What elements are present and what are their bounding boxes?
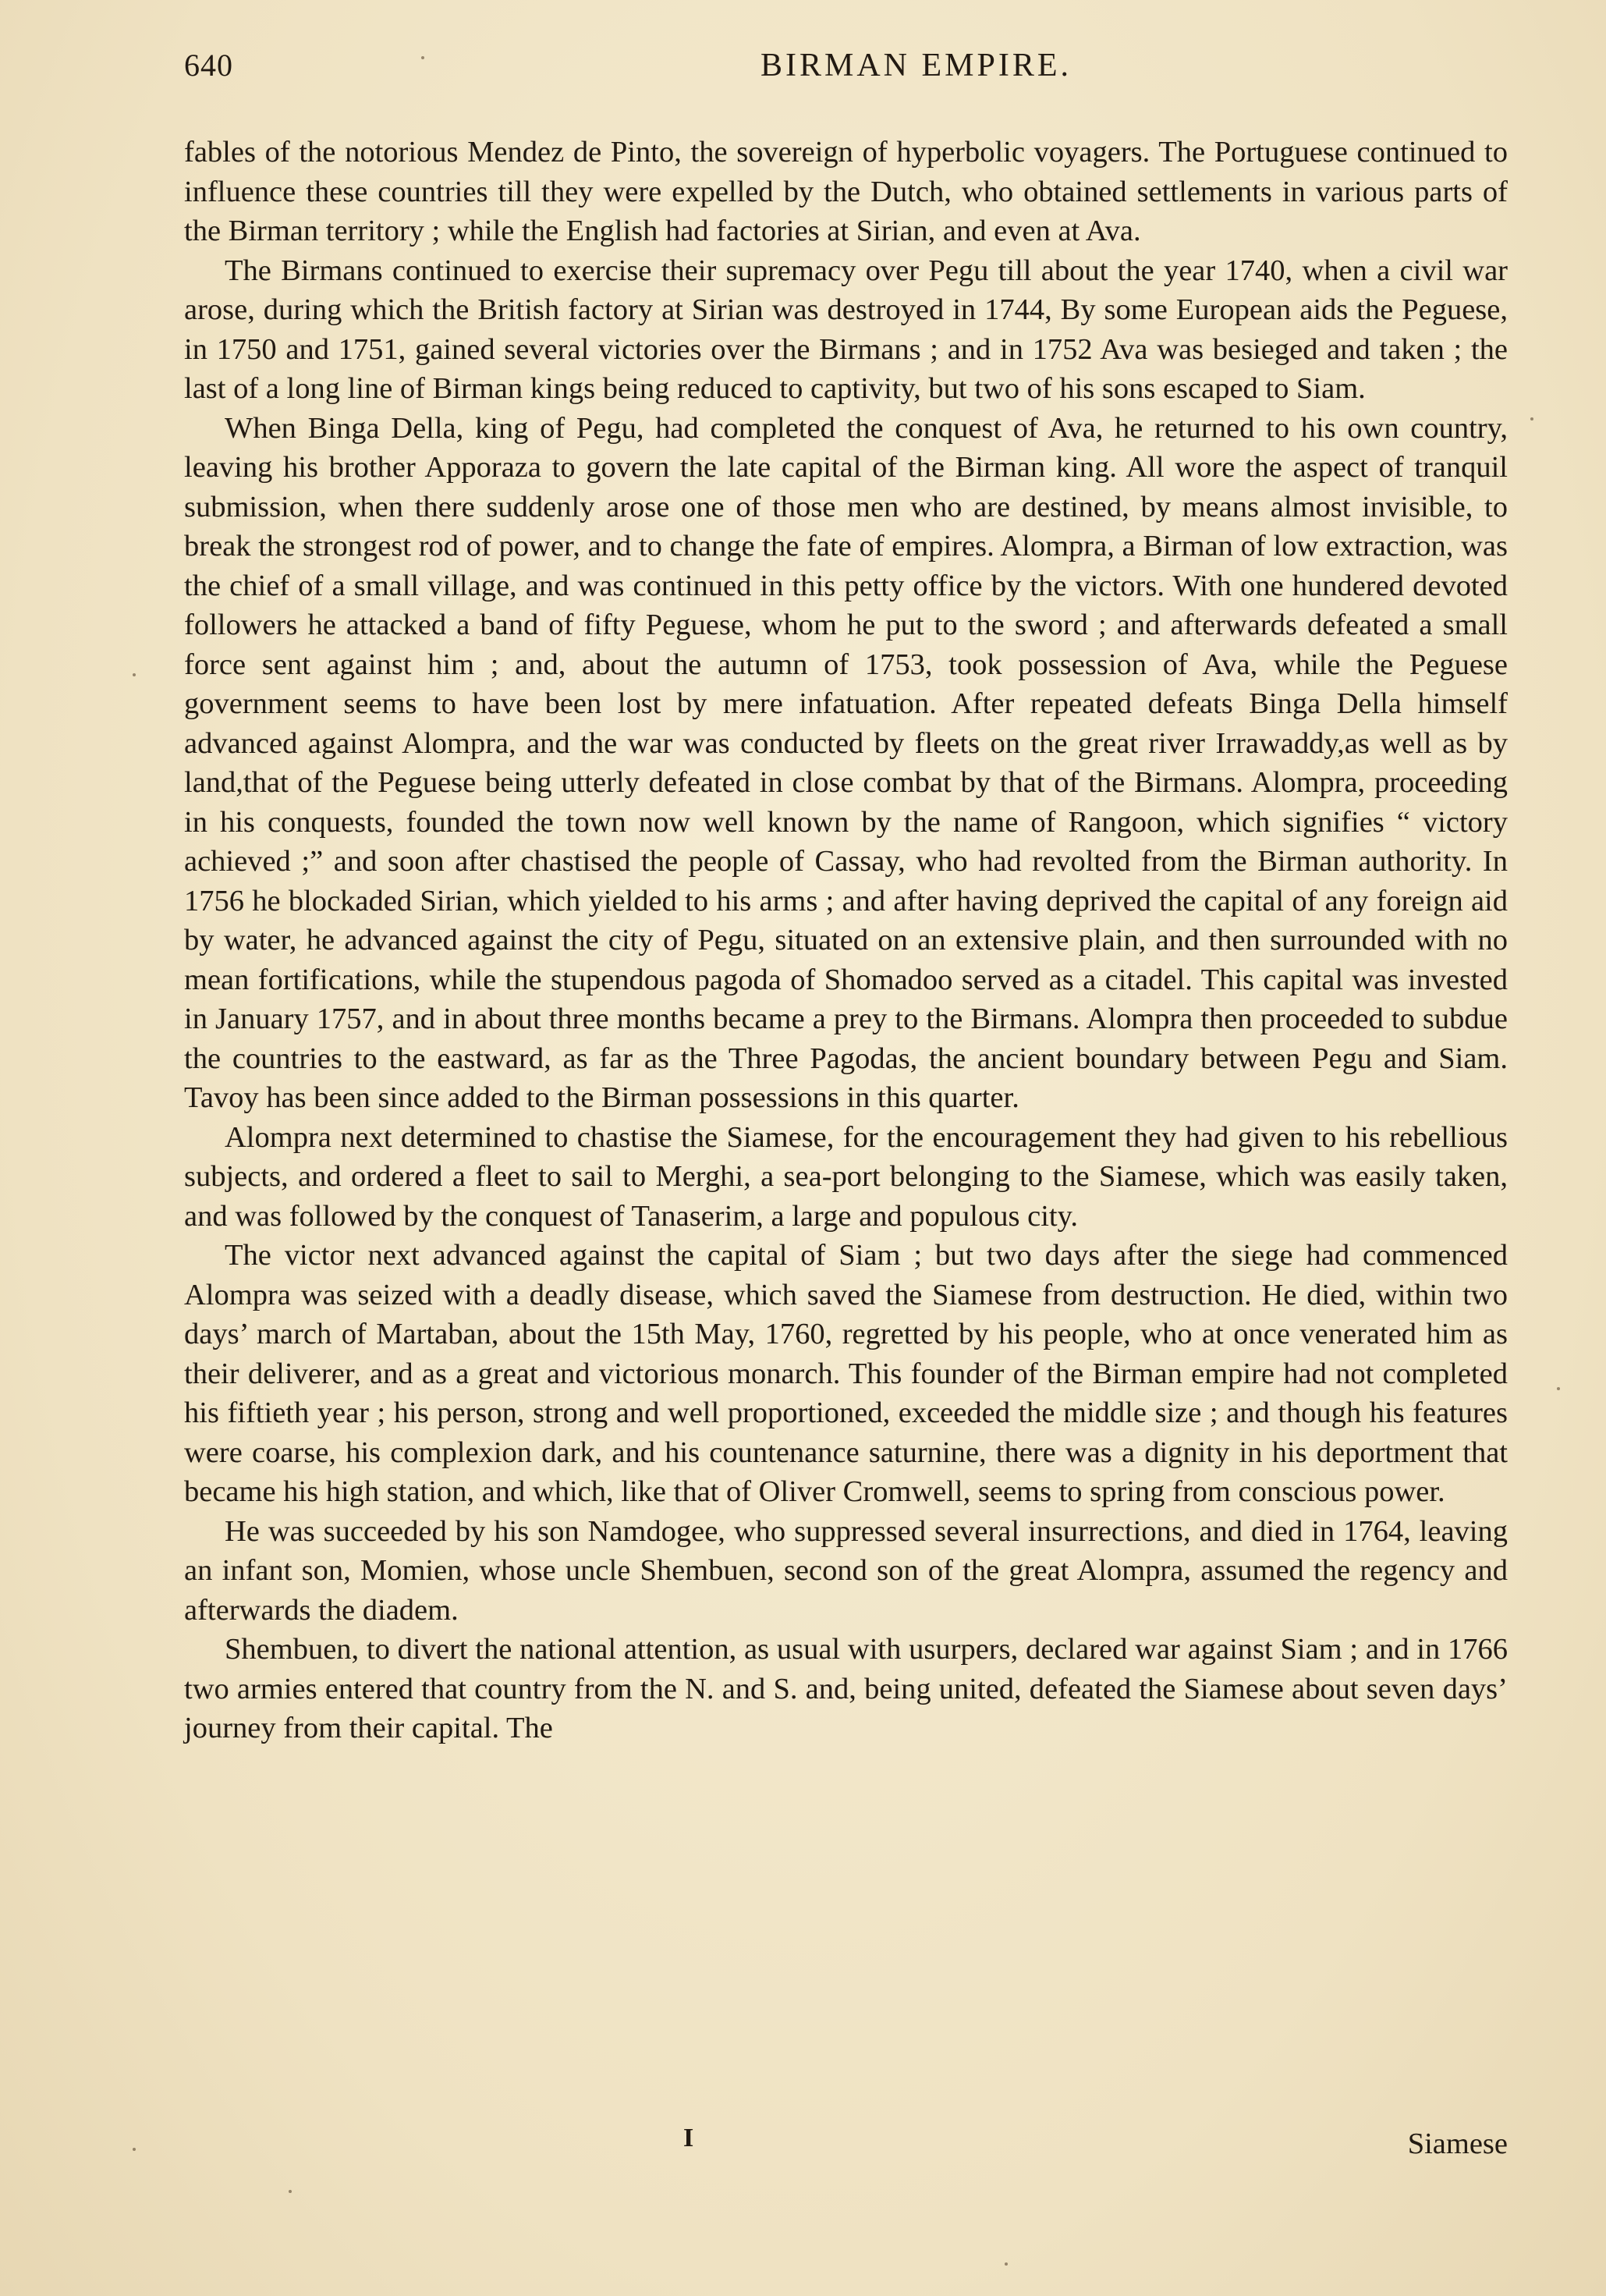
signature-mark: I — [683, 2124, 694, 2152]
page-header — [184, 41, 1508, 95]
body-text — [184, 133, 1508, 1748]
speck — [1557, 1387, 1560, 1390]
paragraph: The victor next advanced against the capital of Siam ; but two days after the siege had commenced Alompra was seized with a deadly disease, which saved the Siamese from destruction. He died, within two days’ march of Martaban, about the 15th May, 1760, regretted by his people, who at once venerated him as their deliverer, and as a great and victorious monarch. This founder of the Birman empire had not completed his fiftieth year ; his person, strong and well proportioned, exceeded the middle size ; and though his features were coarse, his complexion dark, and his countenance saturnine, there was a dignity in his deportment that became his high station, and which, like that of Oliver Cromwell, seems to spring from conscious power. — [184, 1239, 1508, 1508]
speck — [133, 673, 136, 676]
page-number: 640 — [184, 48, 233, 83]
speck — [1005, 2262, 1008, 2266]
paragraph: Alompra next determined to chastise the Siamese, for the encouragement they had given to his rebellious subjects, and ordered a fleet to sail to Merghi, a sea-port belonging to the Siamese, which was easily taken, and was followed by the conquest of Tanaserim, a large and populous city. — [184, 1120, 1508, 1233]
paragraph: The Birmans continued to exercise their supremacy over Pegu till about the year 1740, when a civil war arose, during which the British factory at Sirian was destroyed in 1744, By some European aids the Peguese, in 1750 and 1751, gained several victories over the Birmans ; and in 1752 Ava was besieged and taken ; the last of a long line of Birman kings being reduced to captivity, but two of his sons escaped to Siam. — [184, 254, 1508, 405]
speck — [421, 56, 424, 59]
paragraph: Shembuen, to divert the national attention, as usual with usurpers, declared war against Siam ; and in 1766 two armies entered that country from the N. and S. and, being united, defeated the Siamese about seven days’ journey from their capital. The — [184, 1633, 1508, 1744]
speck — [133, 2148, 136, 2151]
page-footer — [184, 2120, 1508, 2167]
speck — [289, 2190, 292, 2193]
paragraph: fables of the notorious Mendez de Pinto, the sovereign of hyperbolic voyagers. The Portuguese continued to influence these countries till they were expelled by the Dutch, who obtained settlements in various parts of the Birman territory ; while the English had factories at Sirian, and even at Ava. — [184, 136, 1508, 247]
catchword: Siamese — [1407, 2127, 1508, 2160]
speck — [1530, 417, 1533, 421]
paragraph: When Binga Della, king of Pegu, had completed the conquest of Ava, he returned to his own country, leaving his brother Apporaza to govern the late capital of the Birman king. All wore the aspect of tranquil submission, when there suddenly arose one of those men who are destined, by means almost invisible, to break the strongest rod of power, and to change the fate of empires. Alompra, a Birman of low extraction, was the chief of a small village, and was continued in this petty office by the victors. With one hundered devoted followers he attacked a band of fifty Peguese, whom he put to the sword ; and afterwards defeated a small force sent against him ; and, about the autumn of 1753, took possession of Ava, while the Peguese government seems to have been lost by mere infatuation. After repeated defeats Binga Della himself advanced against Alompra, and the war was conducted by fleets on the great river Irrawaddy,as well as by land,that of the Peguese being utterly defeated in close combat by that of the Birmans. Alompra, proceeding in his conquests, founded the town now well known by the name of Rangoon, which signifies “ victory achieved ;” and soon after chastised the people of Cassay, who had revolted from the Birman authority. In 1756 he blockaded Sirian, which yielded to his arms ; and after having deprived the capital of any foreign aid by water, he advanced against the city of Pegu, situated on an extensive plain, and then surrounded with no mean fortifications, while the stupendous pagoda of Shomadoo served as a citadel. This capital was invested in January 1757, and in about three months became a prey to the Birmans. Alompra then proceeded to subdue the countries to the eastward, as far as the Three Pagodas, the ancient boundary between Pegu and Siam. Tavoy has been since added to the Birman possessions in this quarter. — [184, 411, 1508, 1114]
paragraph: He was succeeded by his son Namdogee, who suppressed several insurrections, and died in 1764, leaving an infant son, Momien, whose uncle Shembuen, second son of the great Alompra, assumed the regency and afterwards the diadem. — [184, 1514, 1508, 1627]
running-head: BIRMAN EMPIRE. — [760, 48, 1072, 83]
